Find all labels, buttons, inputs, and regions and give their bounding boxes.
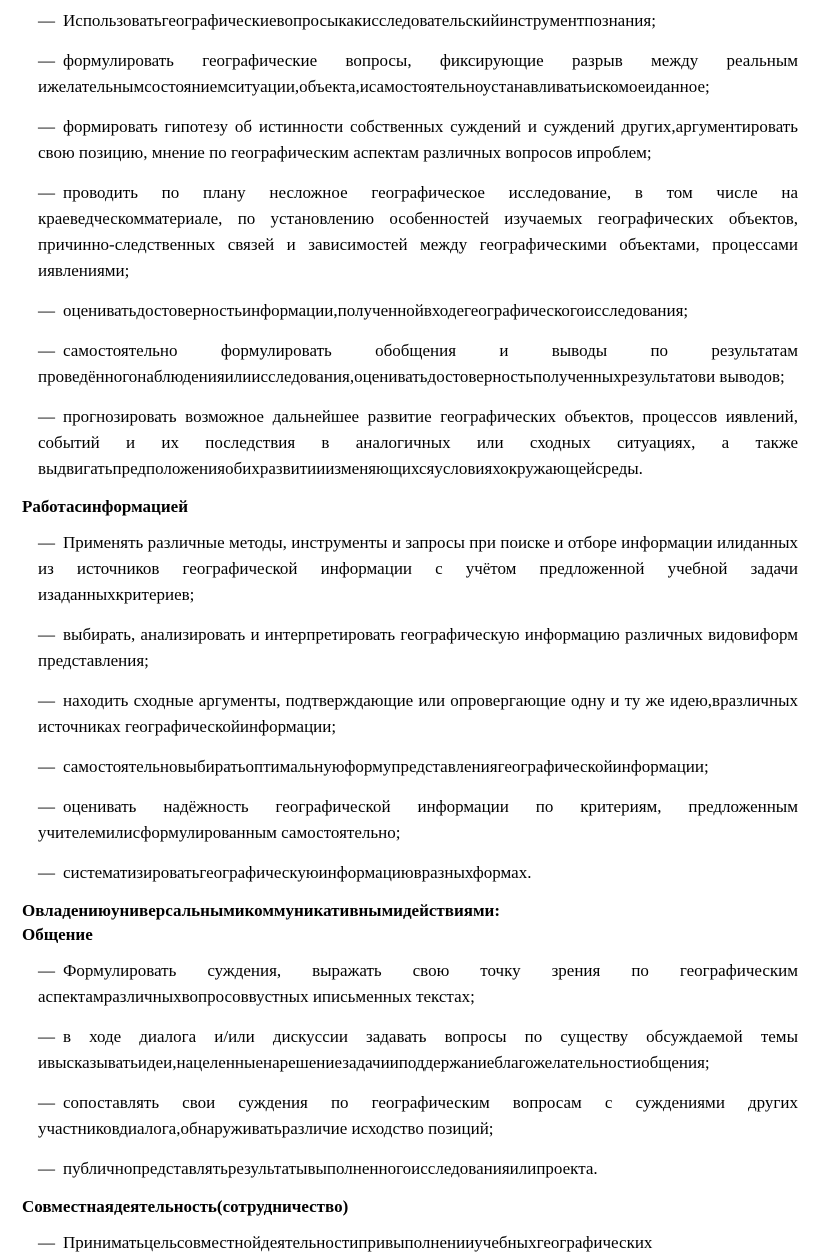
list-item — [22, 114, 798, 166]
list-item — [22, 1156, 798, 1182]
list-item — [22, 298, 798, 324]
list-item — [22, 1230, 798, 1256]
list-item-text: выбирать, анализировать и интерпретировать географическую информацию различных видовиформ представления; — [38, 625, 798, 670]
list-item — [22, 530, 798, 608]
list-dash: — — [38, 1159, 55, 1178]
list-item-text: в ходе диалога и/или дискуссии задавать вопросы по существу обсуждаемой темы ивысказыватьидеи,нацеленныенарешениезадачииподдержаниеблагожелательностиобщения; — [38, 1027, 798, 1072]
list-item — [22, 1024, 798, 1076]
list-item — [22, 860, 798, 886]
list-dash: — — [38, 863, 55, 882]
list-item-text: Формулировать суждения, выражать свою точку зрения по географическим аспектамразличныхвопросоввустных иписьменных текстах; — [38, 961, 798, 1006]
list-item-text: Приниматьцельсовместнойдеятельностипривыполненииучебныхгеографических — [63, 1233, 653, 1252]
section-heading-cooperation: Совместнаядеятельность(сотрудничество) — [22, 1197, 349, 1216]
list-item-text: находить сходные аргументы, подтверждающие или опровергающие одну и ту же идею,вразличных источниках географическойинформации; — [38, 691, 798, 736]
list-item-text: проводить по плану несложное географическое исследование, в том числе на краеведческомматериале, по установлению особенностей изучаемых географических объектов, причинно-следственных связей и зависимостей между географическими объектами, процессами иявлениями; — [38, 183, 798, 280]
list-dash: — — [38, 1233, 55, 1252]
list-dash: — — [38, 183, 55, 202]
list-dash: — — [38, 1093, 55, 1112]
list-item-text: формировать гипотезу об истинности собственных суждений и суждений других,аргументировать свою позицию, мнение по географическим аспектам различных вопросов ипроблем; — [38, 117, 798, 162]
section-heading-communication: Овладениюуниверсальнымикоммуникативнымидействиями: — [22, 901, 500, 920]
list-item — [22, 794, 798, 846]
list-item — [22, 180, 798, 284]
list-item — [22, 1090, 798, 1142]
list-dash: — — [38, 341, 55, 360]
list-item — [22, 48, 798, 100]
list-item — [22, 8, 798, 34]
list-item-text: систематизироватьгеографическуюинформациювразныхформах. — [63, 863, 532, 882]
list-dash: — — [38, 117, 55, 136]
list-dash: — — [38, 407, 55, 426]
list-item — [22, 754, 798, 780]
list-dash: — — [38, 11, 55, 30]
list-dash: — — [38, 691, 55, 710]
list-dash: — — [38, 961, 55, 980]
list-item — [22, 688, 798, 740]
list-dash: — — [38, 301, 55, 320]
list-dash: — — [38, 1027, 55, 1046]
list-item-text: формулировать географические вопросы, фиксирующие разрыв между реальным ижелательнымсостояниемситуации,объекта,исамостоятельноустанавливатьискомоеиданное; — [38, 51, 798, 96]
list-item-text: Применять различные методы, инструменты и запросы при поиске и отборе информации илиданных из источников географической информации с учётом предложенной учебной задачи изаданныхкритериев; — [38, 533, 798, 604]
list-item-text: самостоятельно формулировать обобщения и выводы по результатам проведённогонаблюденияилиисследования,оцениватьдостоверностьполученныхрезультатови выводов; — [38, 341, 798, 386]
list-dash: — — [38, 533, 55, 552]
list-item-text: сопоставлять свои суждения по географическим вопросам с суждениями других участниковдиалога,обнаруживатьразличие исходство позиций; — [38, 1093, 798, 1138]
list-item-text: оцениватьдостоверностьинформации,полученнойвходегеографическогоисследования; — [63, 301, 689, 320]
list-item — [22, 958, 798, 1010]
list-item-text: самостоятельновыбиратьоптимальнуюформупредставлениягеографическойинформации; — [63, 757, 709, 776]
section-heading-information: Работасинформацией — [22, 497, 188, 516]
list-dash: — — [38, 797, 55, 816]
list-item-text: публичнопредставлятьрезультатывыполненногоисследованияилипроекта. — [63, 1159, 598, 1178]
list-item — [22, 338, 798, 390]
list-dash: — — [38, 51, 55, 70]
section-subheading-dialogue: Общение — [22, 925, 93, 944]
list-dash: — — [38, 757, 55, 776]
list-item-text: оценивать надёжность географической информации по критериям, предложенным учителемилисформулированным самостоятельно; — [38, 797, 798, 842]
list-item — [22, 622, 798, 674]
list-item-text: Использоватьгеографическиевопросыкакисследовательскийинструментпознания; — [63, 11, 656, 30]
list-item — [22, 404, 798, 482]
list-dash: — — [38, 625, 55, 644]
list-item-text: прогнозировать возможное дальнейшее развитие географических объектов, процессов иявлений, событий и их последствия в аналогичных или сходных ситуациях, а также выдвигатьпредположенияобихразвитииизменяющихсяусловияхокружающейсреды. — [38, 407, 798, 478]
